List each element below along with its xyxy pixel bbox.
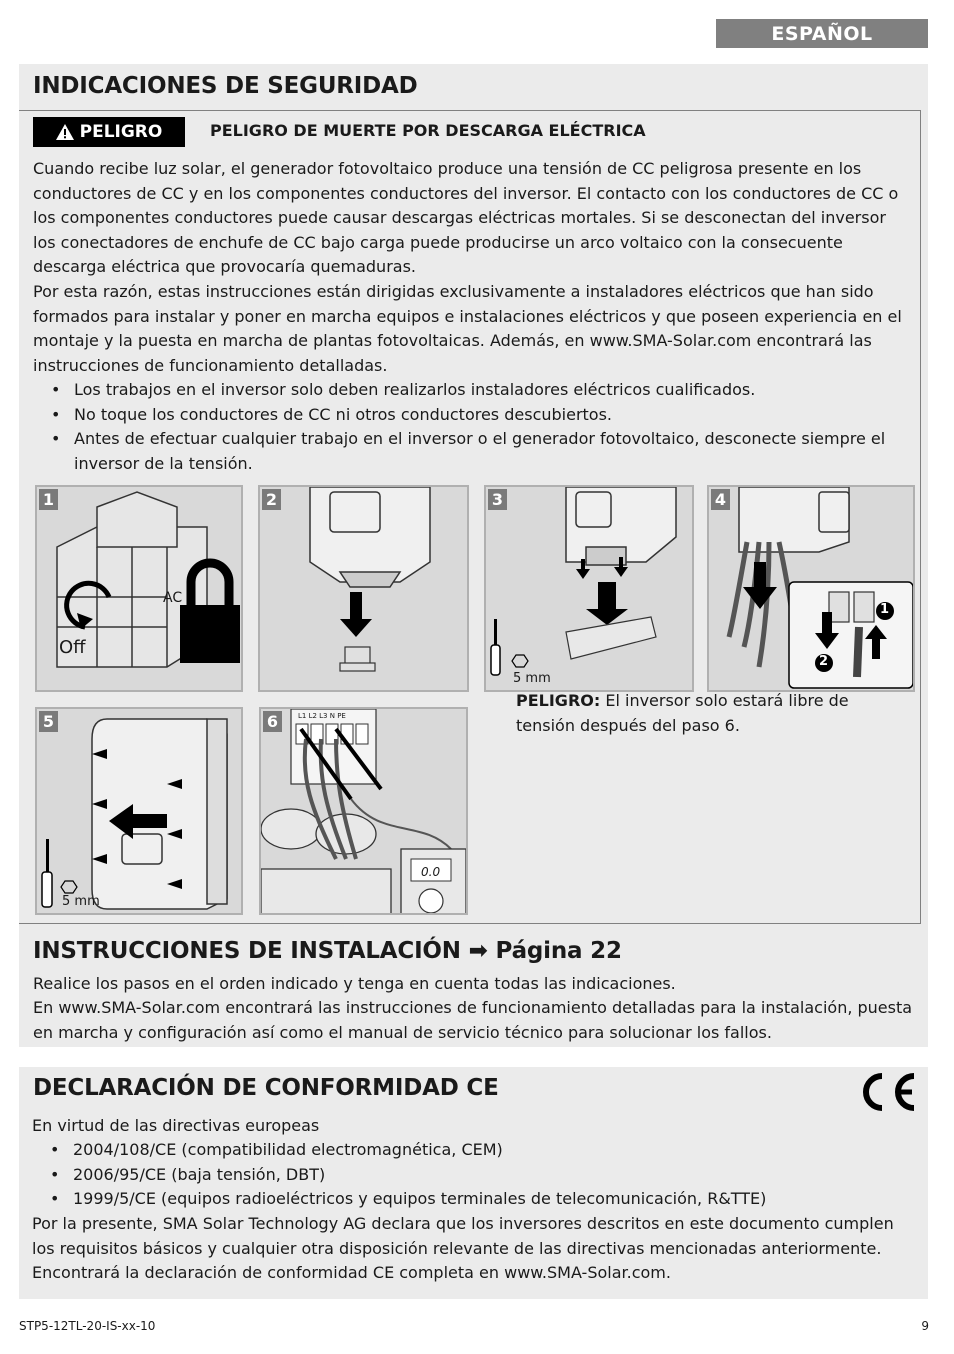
inverter-display-illustration	[260, 487, 469, 692]
document-id: STP5-12TL-20-IS-xx-10	[19, 1319, 156, 1333]
ce-closing: Por la presente, SMA Solar Technology AG declara que los inversores descritos en este documento cumplen los requisitos básicos y cualquier otra disposición relevante de las directivas mencionadas anteriormente. Encontrará la declaración de conformidad CE completa en www.SMA-Solar.com.	[32, 1214, 894, 1283]
right-arrow-icon: ➡	[468, 938, 488, 964]
list-item: • Antes de efectuar cualquier trabajo en el inversor o el generador fotovoltaico, desconecte siempre el inversor de la tensión.	[33, 427, 913, 476]
inverter-cover-removal-illustration	[486, 487, 694, 692]
danger-badge-label: PELIGRO	[79, 122, 163, 142]
list-item: • 2006/95/CE (baja tensión, DBT)	[32, 1163, 912, 1188]
ce-directive-list	[32, 1138, 912, 1212]
voltage-test-illustration	[261, 709, 468, 915]
danger-box-border-right	[920, 110, 921, 924]
step-panel-4	[707, 485, 915, 692]
danger-paragraph-1: Cuando recibe luz solar, el generador fotovoltaico produce una tensión de CC peligrosa presente en los conductores de CC y en los componentes conductores del inversor. El contacto con los conductores de CC o los componentes conductores puede causar descargas eléctricas mortales. Si se desconectan del inversor los conectadores de enchufe de CC bajo carga puede producirse un arco voltaico con la consecuente descarga eléctrica que provocaría quemaduras.	[33, 159, 899, 277]
warning-icon	[56, 124, 74, 140]
step-number: 3	[488, 489, 507, 510]
step-panel-6	[259, 707, 468, 915]
list-item: • 1999/5/CE (equipos radioeléctricos y equipos terminales de telecomunicación, R&TTE)	[32, 1187, 912, 1212]
install-line-2: En www.SMA-Solar.com encontrará las instrucciones de funcionamiento detalladas para la instalación, puesta en marcha y configuración así como el manual de servicio técnico para solucionar los fallos.	[33, 998, 913, 1042]
danger-box-border-bottom	[19, 923, 921, 924]
ac-label: AC	[163, 590, 183, 606]
install-line-1: Realice los pasos en el orden indicado y tenga en cuenta todas las indicaciones.	[33, 974, 676, 993]
ce-title: DECLARACIÓN DE CONFORMIDAD CE	[33, 1075, 499, 1101]
step-number: 4	[711, 489, 730, 510]
step-number: 6	[263, 711, 282, 732]
page-number: 9	[921, 1319, 929, 1333]
tool-size-label: 5 mm	[62, 894, 100, 909]
danger-bullet-list	[33, 378, 913, 476]
danger-paragraph-2: Por esta razón, estas instrucciones están dirigidas exclusivamente a instaladores eléctricos que han sido formados para instalar y poner en marcha equipos e instalaciones eléctricos y que poseen experiencia en el montaje y la puesta en marcha de plantas fotovoltaicas. Además, en www.SMA-Solar.com encontrará las instrucciones de funcionamiento detalladas.	[33, 282, 902, 375]
step-number: 5	[39, 711, 58, 732]
breaker-lock-illustration	[37, 487, 243, 692]
language-tab: ESPAÑOL	[716, 19, 928, 48]
step-number: 2	[262, 489, 281, 510]
tool-size-label: 5 mm	[513, 671, 551, 686]
list-item: • 2004/108/CE (compatibilidad electromagnética, CEM)	[32, 1138, 912, 1163]
step-panel-2	[258, 485, 469, 692]
install-section	[19, 926, 928, 1047]
connection-cover-removal-illustration	[37, 709, 243, 915]
ce-intro: En virtud de las directivas europeas	[32, 1116, 320, 1135]
install-title-main: INSTRUCCIONES DE INSTALACIÓN	[33, 938, 461, 964]
step-panel-1	[35, 485, 243, 692]
substep-1-label: 1	[880, 602, 890, 617]
install-page-link[interactable]: Página 22	[495, 938, 622, 964]
danger-box-border-top	[19, 110, 921, 111]
step-number: 1	[39, 489, 58, 510]
meter-reading: 0.0	[421, 865, 441, 879]
step-panel-5	[35, 707, 243, 915]
step-panel-3	[484, 485, 694, 692]
list-item: • Los trabajos en el inversor solo deben realizarlos instaladores eléctricos cualificados.	[33, 378, 913, 403]
danger-heading: PELIGRO DE MUERTE POR DESCARGA ELÉCTRICA	[210, 121, 646, 140]
step-note-text: El inversor solo estará libre de tensión después del paso 6.	[516, 691, 849, 735]
step-note-label: PELIGRO:	[516, 691, 601, 710]
ce-mark-icon	[852, 1072, 920, 1112]
substep-2-label: 2	[819, 654, 829, 669]
safety-title: INDICACIONES DE SEGURIDAD	[33, 73, 418, 99]
terminal-labels: L1 L2 L3 N PE	[298, 712, 346, 720]
off-label: Off	[59, 637, 86, 658]
dc-connector-removal-illustration	[709, 487, 915, 692]
install-title	[33, 938, 622, 964]
list-item: • No toque los conductores de CC ni otros conductores descubiertos.	[33, 403, 913, 428]
step-note	[516, 689, 866, 738]
danger-badge	[33, 117, 185, 147]
ce-section	[19, 1067, 928, 1299]
